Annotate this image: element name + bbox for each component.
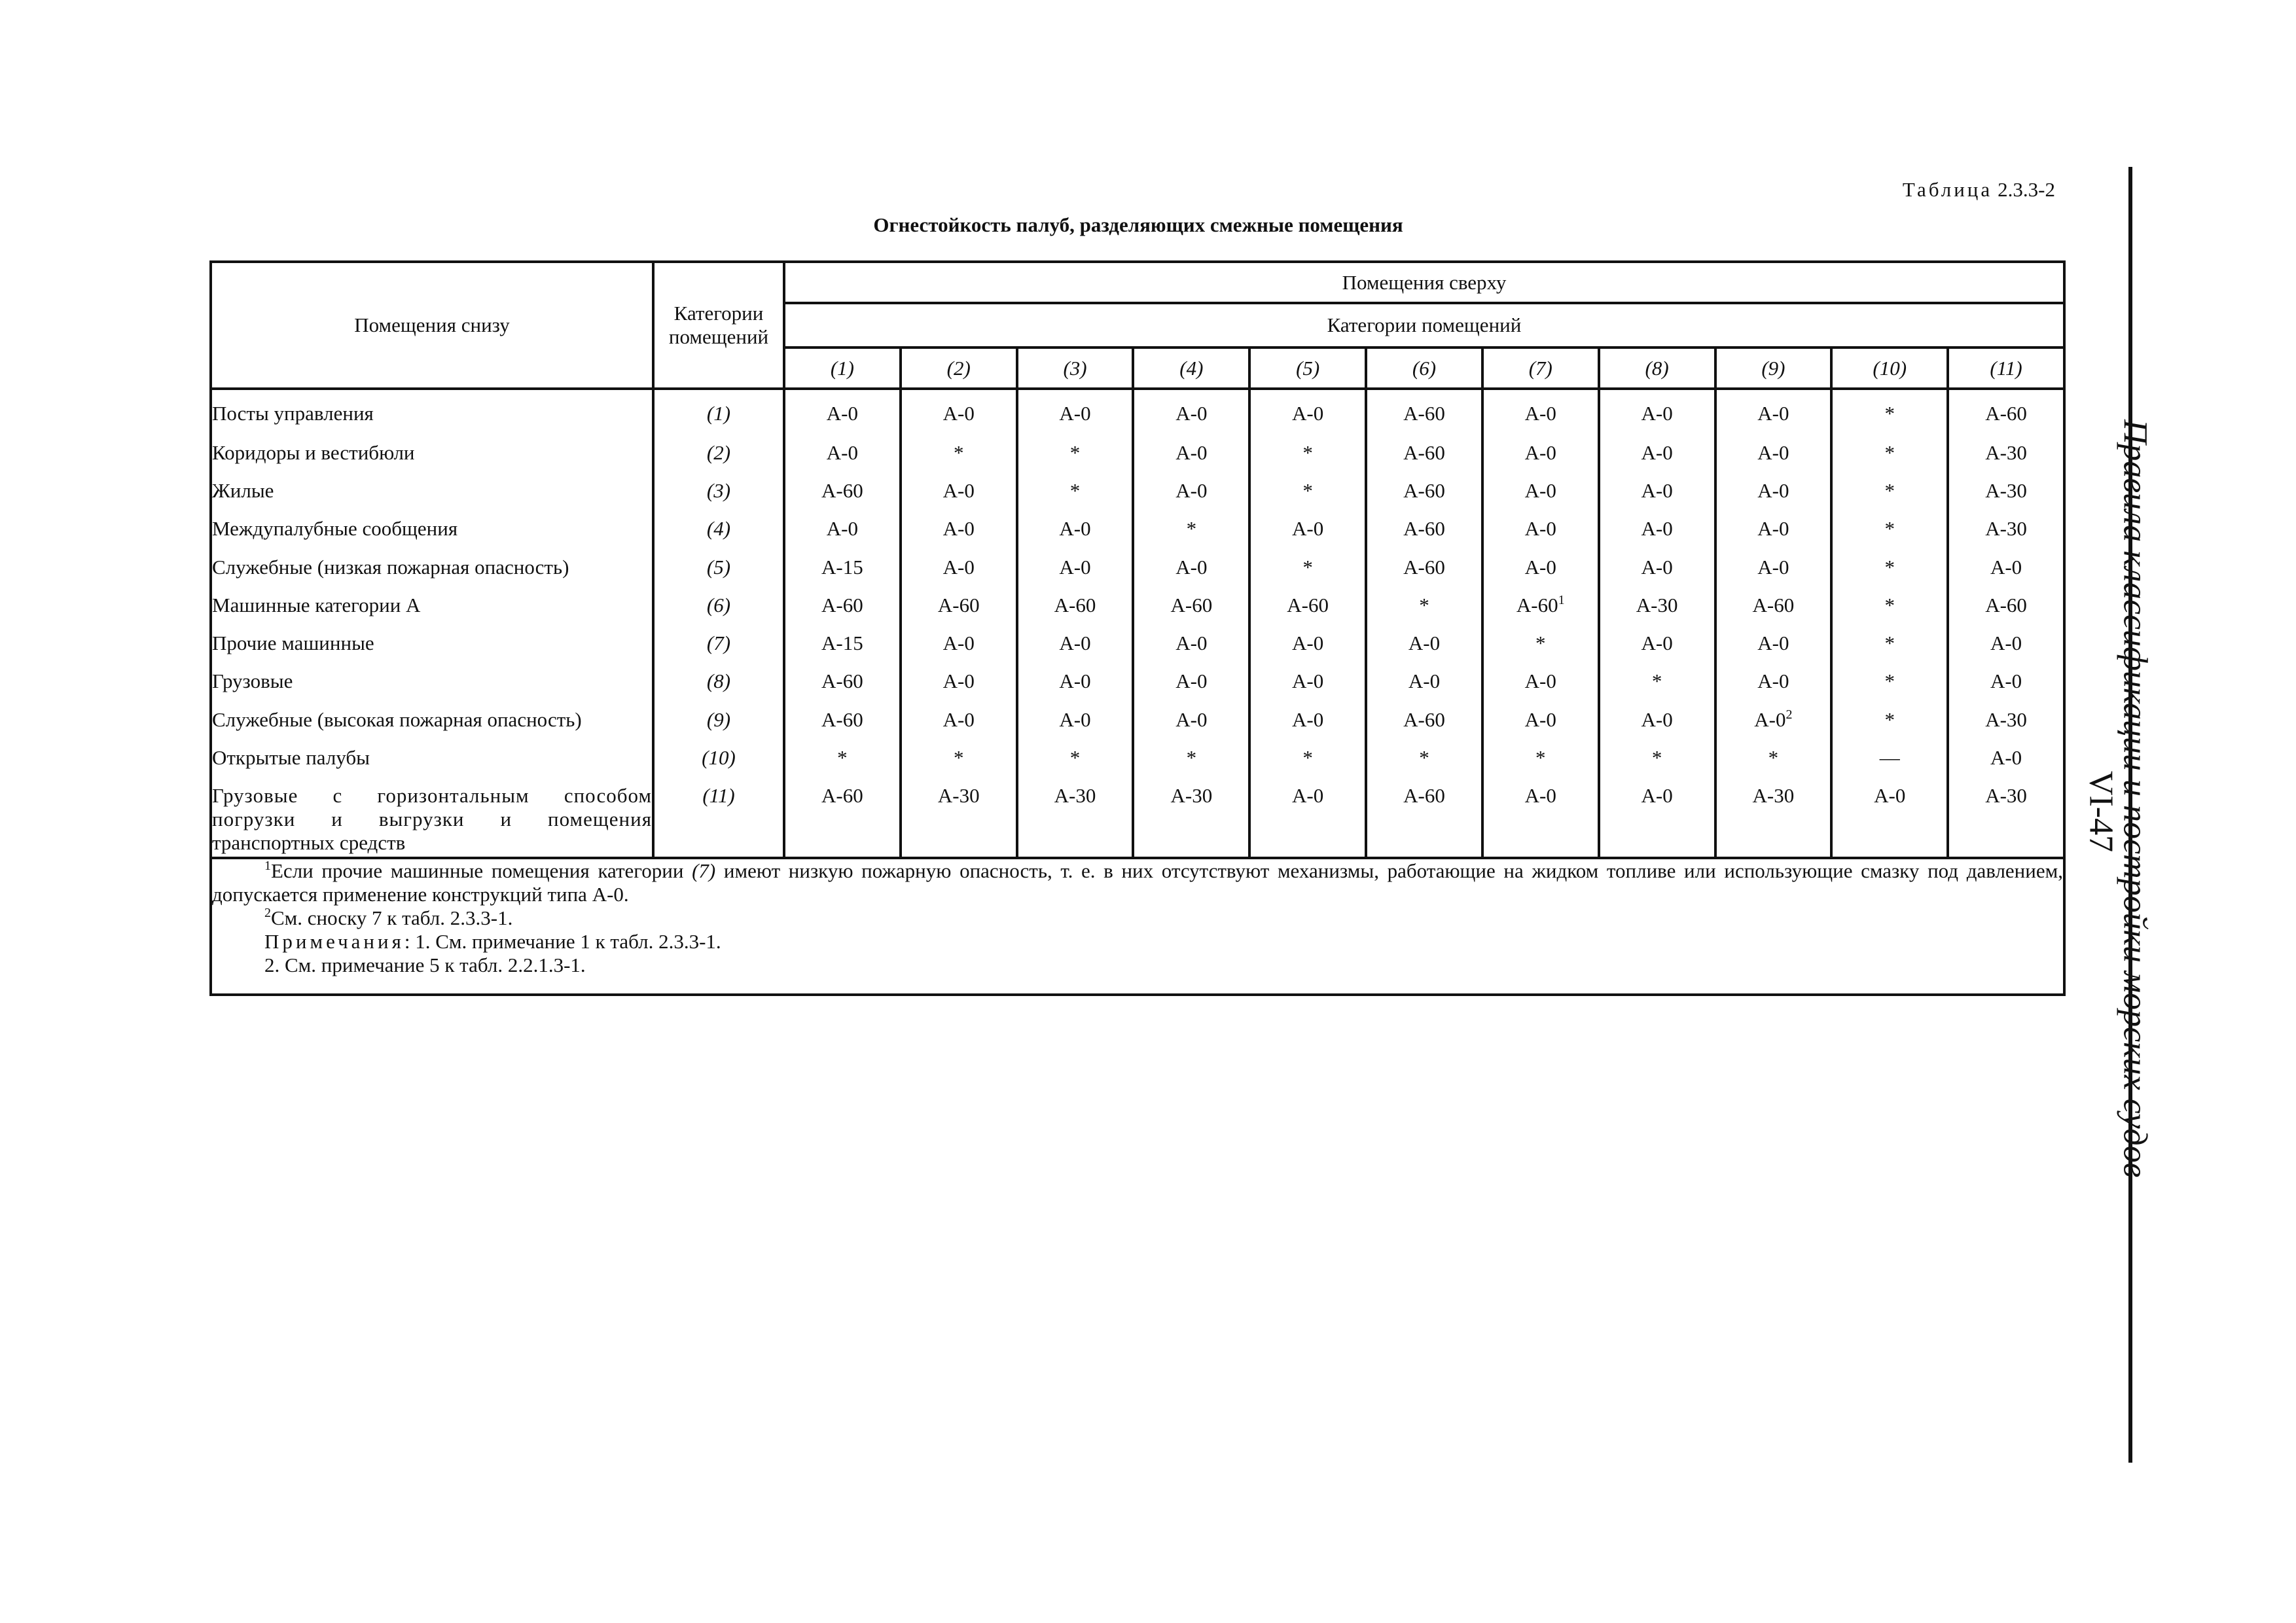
cell-value: A-15: [784, 544, 901, 582]
cell-value: A-60: [1366, 772, 1482, 858]
cell-value: A-0: [1249, 658, 1366, 696]
running-title: Правила классификации и постройки морских судов: [2116, 419, 2154, 1178]
cell-value: A-0: [1133, 429, 1249, 467]
cell-value: A-60: [1366, 696, 1482, 734]
cell-value: *: [1831, 389, 1948, 429]
cell-value: A-30: [1599, 582, 1715, 620]
cell-value: A-0: [901, 544, 1017, 582]
cell-value: A-0: [1831, 772, 1948, 858]
cell-value: *: [1249, 429, 1366, 467]
cell-value: *: [1017, 429, 1134, 467]
cell-value: A-0: [1599, 544, 1715, 582]
cell-value: A-60: [1249, 582, 1366, 620]
row-room-name: Машинные категории А: [211, 582, 653, 620]
column-category-10: (10): [1831, 348, 1948, 389]
column-category-1: (1): [784, 348, 901, 389]
cell-value: $A-60^1$: [1482, 582, 1599, 620]
remark-2: 2. См. примечание 5 к табл. 2.2.1.3-1.: [264, 954, 586, 977]
table-title: Огнестойкость палуб, разделяющих смежные помещения: [873, 213, 1403, 236]
cell-value: A-60: [784, 582, 901, 620]
table-row: [211, 429, 2064, 467]
remarks-label: Примечания: [264, 930, 404, 954]
cell-value: A-60: [1133, 582, 1249, 620]
column-category-8: (8): [1599, 348, 1715, 389]
cell-value: A-0: [1133, 620, 1249, 658]
cell-value: *: [784, 734, 901, 772]
cell-value: A-0: [1366, 658, 1482, 696]
cell-value: A-60: [1366, 389, 1482, 429]
cell-value: A-0: [1715, 658, 1832, 696]
column-category-2: (2): [901, 348, 1017, 389]
cell-value: A-30: [1133, 772, 1249, 858]
row-category: (10): [653, 734, 784, 772]
cell-value: A-0: [1017, 620, 1134, 658]
cell-value: *: [1249, 544, 1366, 582]
header-rooms-below: Помещения снизу: [211, 262, 653, 389]
cell-value: A-0: [1249, 505, 1366, 543]
column-category-4: (4): [1133, 348, 1249, 389]
cell-value: A-30: [1948, 772, 2064, 858]
fire-resistance-table: [209, 260, 2066, 996]
row-room-name: Грузовые: [211, 658, 653, 696]
cell-value: A-0: [1715, 620, 1832, 658]
cell-value: A-0: [1948, 658, 2064, 696]
cell-value: A-0: [1599, 429, 1715, 467]
cell-value: A-30: [1948, 696, 2064, 734]
cell-value: *: [1831, 582, 1948, 620]
cell-value: *: [1366, 734, 1482, 772]
cell-value: A-60: [1948, 582, 2064, 620]
cell-value: A-0: [1366, 620, 1482, 658]
cell-value: A-0: [901, 696, 1017, 734]
cell-value: A-30: [1948, 505, 2064, 543]
cell-value: A-30: [1715, 772, 1832, 858]
cell-value: A-0: [1482, 658, 1599, 696]
cell-value: A-60: [784, 772, 901, 858]
cell-value: A-60: [1366, 429, 1482, 467]
cell-value: A-0: [1715, 467, 1832, 505]
cell-value: *: [1017, 734, 1134, 772]
cell-value: A-0: [1715, 505, 1832, 543]
cell-value: A-0: [784, 429, 901, 467]
row-category: (3): [653, 467, 784, 505]
cell-value: *: [1366, 582, 1482, 620]
cell-value: A-0: [784, 389, 901, 429]
cell-value: *: [1017, 467, 1134, 505]
cell-value: A-0: [1715, 429, 1832, 467]
column-category-5: (5): [1249, 348, 1366, 389]
cell-value: A-0: [1017, 505, 1134, 543]
cell-value: A-0: [1482, 467, 1599, 505]
row-room-name: Открытые палубы: [211, 734, 653, 772]
cell-value: A-0: [1715, 544, 1832, 582]
cell-value: A-0: [1482, 389, 1599, 429]
cell-value: A-0: [901, 389, 1017, 429]
cell-value: A-0: [1482, 544, 1599, 582]
cell-value: *: [1482, 620, 1599, 658]
table-number-label: Таблица: [1902, 178, 1993, 201]
table-row: [211, 544, 2064, 582]
cell-value: A-0: [1599, 696, 1715, 734]
row-room-name: Служебные (низкая пожарная опасность): [211, 544, 653, 582]
row-room-name: Посты управления: [211, 389, 653, 429]
cell-value: *: [1482, 734, 1599, 772]
cell-value: *: [1831, 544, 1948, 582]
table-number: [1741, 178, 2055, 202]
row-category: (1): [653, 389, 784, 429]
cell-value: *: [1599, 658, 1715, 696]
cell-value: *: [1133, 734, 1249, 772]
footnote-2-mark: 2: [264, 906, 271, 921]
cell-value: A-60: [784, 696, 901, 734]
column-category-7: (7): [1482, 348, 1599, 389]
cell-value: A-0: [1249, 389, 1366, 429]
cell-value: A-0: [1017, 696, 1134, 734]
cell-value: A-30: [901, 772, 1017, 858]
cell-value: A-60: [1366, 544, 1482, 582]
table-notes: [211, 858, 2064, 995]
column-category-9: (9): [1715, 348, 1832, 389]
cell-value: *: [1831, 429, 1948, 467]
cell-value: A-0: [1133, 467, 1249, 505]
header-rooms-above: Помещения сверху: [784, 262, 2064, 303]
cell-value: A-0: [1482, 772, 1599, 858]
row-category: (11): [653, 772, 784, 858]
cell-value: A-60: [1017, 582, 1134, 620]
footnote-mark: 2: [1785, 707, 1793, 722]
cell-value: A-0: [901, 658, 1017, 696]
cell-value: A-0: [1482, 429, 1599, 467]
footnote-1: $^1$Если прочие машинные помещения категории (7) имеют низкую пожарную опасность, т. е. в них отсутствуют механизмы, работающие на жидком топливе или использующие смазку под давлением, допускается применение конструкций типа А-0.: [212, 859, 2063, 906]
table-row: [211, 772, 2064, 858]
cell-value: A-0: [1133, 544, 1249, 582]
table-row: [211, 389, 2064, 429]
row-room-name: Служебные (высокая пожарная опасность): [211, 696, 653, 734]
cell-value: A-0: [901, 620, 1017, 658]
cell-value: A-30: [1948, 429, 2064, 467]
cell-value: $A-0^2$: [1715, 696, 1832, 734]
cell-value: A-0: [1133, 389, 1249, 429]
row-category: (8): [653, 658, 784, 696]
cell-value: A-60: [1948, 389, 2064, 429]
row-category: (5): [653, 544, 784, 582]
cell-value: A-0: [1017, 544, 1134, 582]
row-room-name: Грузовые с горизонтальным способом погрузки и выгрузки и помещения транспортных средств: [211, 772, 653, 858]
cell-value: A-60: [1715, 582, 1832, 620]
cell-value: A-0: [784, 505, 901, 543]
page-number: VI-47: [2082, 770, 2120, 853]
cell-value: A-0: [901, 467, 1017, 505]
cell-value: A-0: [901, 505, 1017, 543]
cell-value: *: [1831, 505, 1948, 543]
remark-1: Примечания: 1. См. примечание 1 к табл. 2.3.3-1.: [264, 930, 721, 954]
cell-value: A-0: [1482, 696, 1599, 734]
cell-value: A-0: [1715, 389, 1832, 429]
cell-value: *: [1599, 734, 1715, 772]
cell-value: *: [1831, 696, 1948, 734]
cell-value: A-0: [1599, 620, 1715, 658]
row-category: (9): [653, 696, 784, 734]
row-room-name: Прочие машинные: [211, 620, 653, 658]
cell-value: A-60: [901, 582, 1017, 620]
table-number-value: 2.3.3-2: [1998, 178, 2055, 201]
footnote-2: $^2$См. сноску 7 к табл. 2.3.3-1.: [264, 906, 513, 930]
row-category: (6): [653, 582, 784, 620]
cell-value: *: [1831, 620, 1948, 658]
cell-value: A-60: [1366, 505, 1482, 543]
header-room-categories: Категории помещений: [653, 262, 784, 389]
column-category-11: (11): [1948, 348, 2064, 389]
cell-value: *: [901, 734, 1017, 772]
cell-value: A-60: [784, 658, 901, 696]
table-row: [211, 696, 2064, 734]
cell-value: A-0: [1599, 467, 1715, 505]
footnote-mark: 1: [1558, 592, 1565, 607]
cell-value: *: [901, 429, 1017, 467]
table-row: [211, 734, 2064, 772]
cell-value: *: [1715, 734, 1832, 772]
table-row: [211, 467, 2064, 505]
cell-value: A-0: [1948, 734, 2064, 772]
table-row: [211, 505, 2064, 543]
cell-value: —: [1831, 734, 1948, 772]
cell-value: *: [1249, 734, 1366, 772]
cell-value: A-30: [1017, 772, 1134, 858]
table-row: [211, 620, 2064, 658]
row-category: (2): [653, 429, 784, 467]
cell-value: *: [1133, 505, 1249, 543]
cell-value: A-0: [1249, 620, 1366, 658]
cell-value: A-0: [1017, 658, 1134, 696]
cell-value: A-15: [784, 620, 901, 658]
cell-value: A-0: [1249, 772, 1366, 858]
cell-value: A-0: [1133, 658, 1249, 696]
footnote-1-mark: 1: [264, 859, 271, 874]
row-room-name: Жилые: [211, 467, 653, 505]
cell-value: *: [1831, 467, 1948, 505]
row-room-name: Междупалубные сообщения: [211, 505, 653, 543]
cell-value: *: [1831, 658, 1948, 696]
cell-value: A-60: [784, 467, 901, 505]
cell-value: A-60: [1366, 467, 1482, 505]
cell-value: A-30: [1948, 467, 2064, 505]
cell-value: A-0: [1249, 696, 1366, 734]
cell-value: A-0: [1017, 389, 1134, 429]
cell-value: A-0: [1948, 620, 2064, 658]
column-category-6: (6): [1366, 348, 1482, 389]
row-category: (4): [653, 505, 784, 543]
cell-value: A-0: [1133, 696, 1249, 734]
header-categories-above: Категории помещений: [784, 303, 2064, 348]
table-row: [211, 582, 2064, 620]
table-row: [211, 658, 2064, 696]
row-category: (7): [653, 620, 784, 658]
cell-value: A-0: [1599, 505, 1715, 543]
cell-value: A-0: [1482, 505, 1599, 543]
cell-value: A-0: [1948, 544, 2064, 582]
row-room-name: Коридоры и вестибюли: [211, 429, 653, 467]
column-category-3: (3): [1017, 348, 1134, 389]
cell-value: A-0: [1599, 772, 1715, 858]
cell-value: *: [1249, 467, 1366, 505]
cell-value: A-0: [1599, 389, 1715, 429]
